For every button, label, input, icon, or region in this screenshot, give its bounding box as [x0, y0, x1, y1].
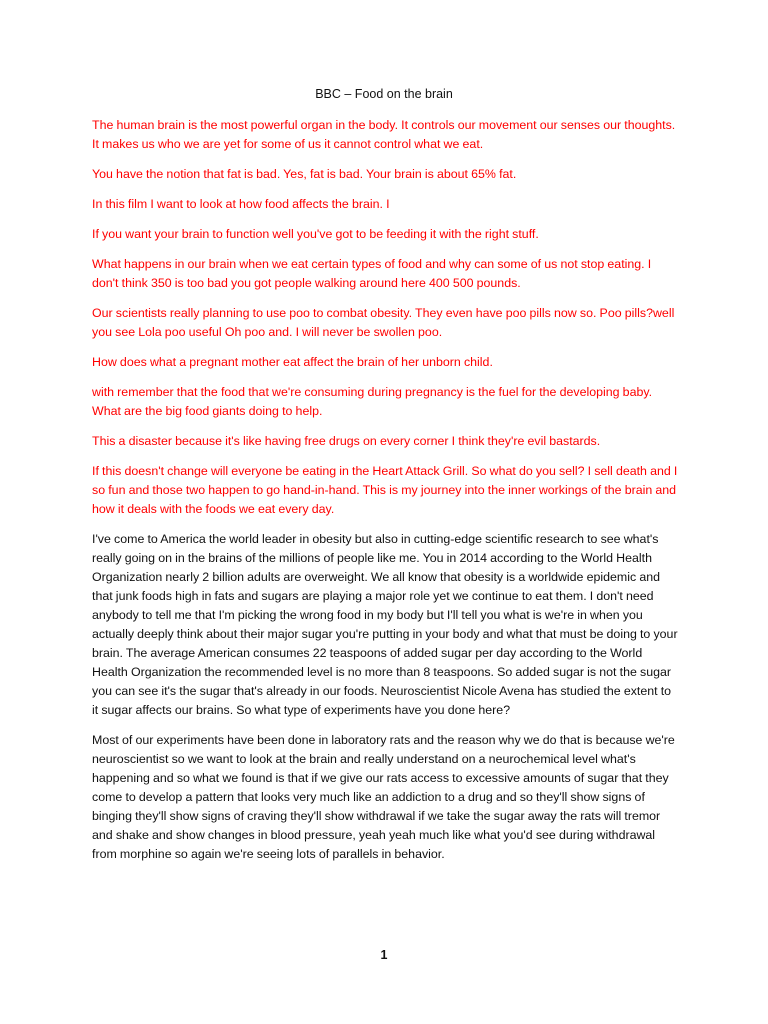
- document-body: [92, 116, 680, 875]
- paragraph-8: with remember that the food that we're consuming during pregnancy is the fuel for the developing baby. What are the big food giants doing to help.: [92, 385, 653, 418]
- paragraph-1: The human brain is the most powerful organ in the body. It controls our movement our senses our thoughts. It makes us who we are yet for some of us it cannot control what we eat.: [92, 118, 676, 151]
- paragraph-10: If this doesn't change will everyone be eating in the Heart Attack Grill. So what do you sell? I sell death and I so fun and those two happen to go hand-in-hand. This is my journey into the inner workings of the brain and how it deals with the foods we eat every day.: [92, 464, 678, 516]
- paragraph-6: Our scientists really planning to use poo to combat obesity. They even have poo pills now so. Poo pills?well you see Lola poo useful Oh poo and. I will never be swollen poo.: [92, 306, 675, 339]
- paragraph-5: What happens in our brain when we eat certain types of food and why can some of us not stop eating. I don't think 350 is too bad you got people walking around here 400 500 pounds.: [92, 257, 652, 290]
- paragraph-7: How does what a pregnant mother eat affect the brain of her unborn child.: [92, 355, 493, 369]
- paragraph-12: Most of our experiments have been done in laboratory rats and the reason why we do that is because we're neuroscientist so we want to look at the brain and really understand on a neurochemical level what's happening and so what we found is that if we give our rats access to excessive amounts of sugar that they come to develop a pattern that looks very much like an addiction to a drug and so they'll show signs of binging they'll show signs of craving they'll show withdrawal if we take the sugar away the rats will tremor and shake and show changes in blood pressure, yeah yeah much like what you'd see during withdrawal from morphine so again we're seeing lots of parallels in behavior.: [92, 733, 675, 861]
- paragraph-3: In this film I want to look at how food affects the brain. I: [92, 197, 390, 211]
- page-number: 1: [380, 948, 388, 962]
- document-title: BBC – Food on the brain: [315, 87, 453, 101]
- paragraph-4: If you want your brain to function well you've got to be feeding it with the right stuff.: [92, 227, 539, 241]
- paragraph-11: I've come to America the world leader in obesity but also in cutting-edge scientific research to see what's really going on in the brains of the millions of people like me. You in 2014 according to the World Health Organization nearly 2 billion adults are overweight. We all know that obesity is a worldwide epidemic and that junk foods high in fats and sugars are playing a major role yet we continue to eat them. I don't need anybody to tell me that I'm picking the wrong food in my body but I'll tell you what is we're in when you actually deeply think about their major sugar you're putting in your body and what that must be doing to your brain. The average American consumes 22 teaspoons of added sugar per day according to the World Health Organization the recommended level is no more than 8 teaspoons. So added sugar is not the sugar you can see it's the sugar that's already in our foods. Neuroscientist Nicole Avena has studied the extent to it sugar affects our brains. So what type of experiments have you done here?: [92, 532, 678, 717]
- paragraph-2: You have the notion that fat is bad. Yes, fat is bad. Your brain is about 65% fat.: [92, 167, 517, 181]
- paragraph-9: This a disaster because it's like having free drugs on every corner I think they're evil bastards.: [92, 434, 601, 448]
